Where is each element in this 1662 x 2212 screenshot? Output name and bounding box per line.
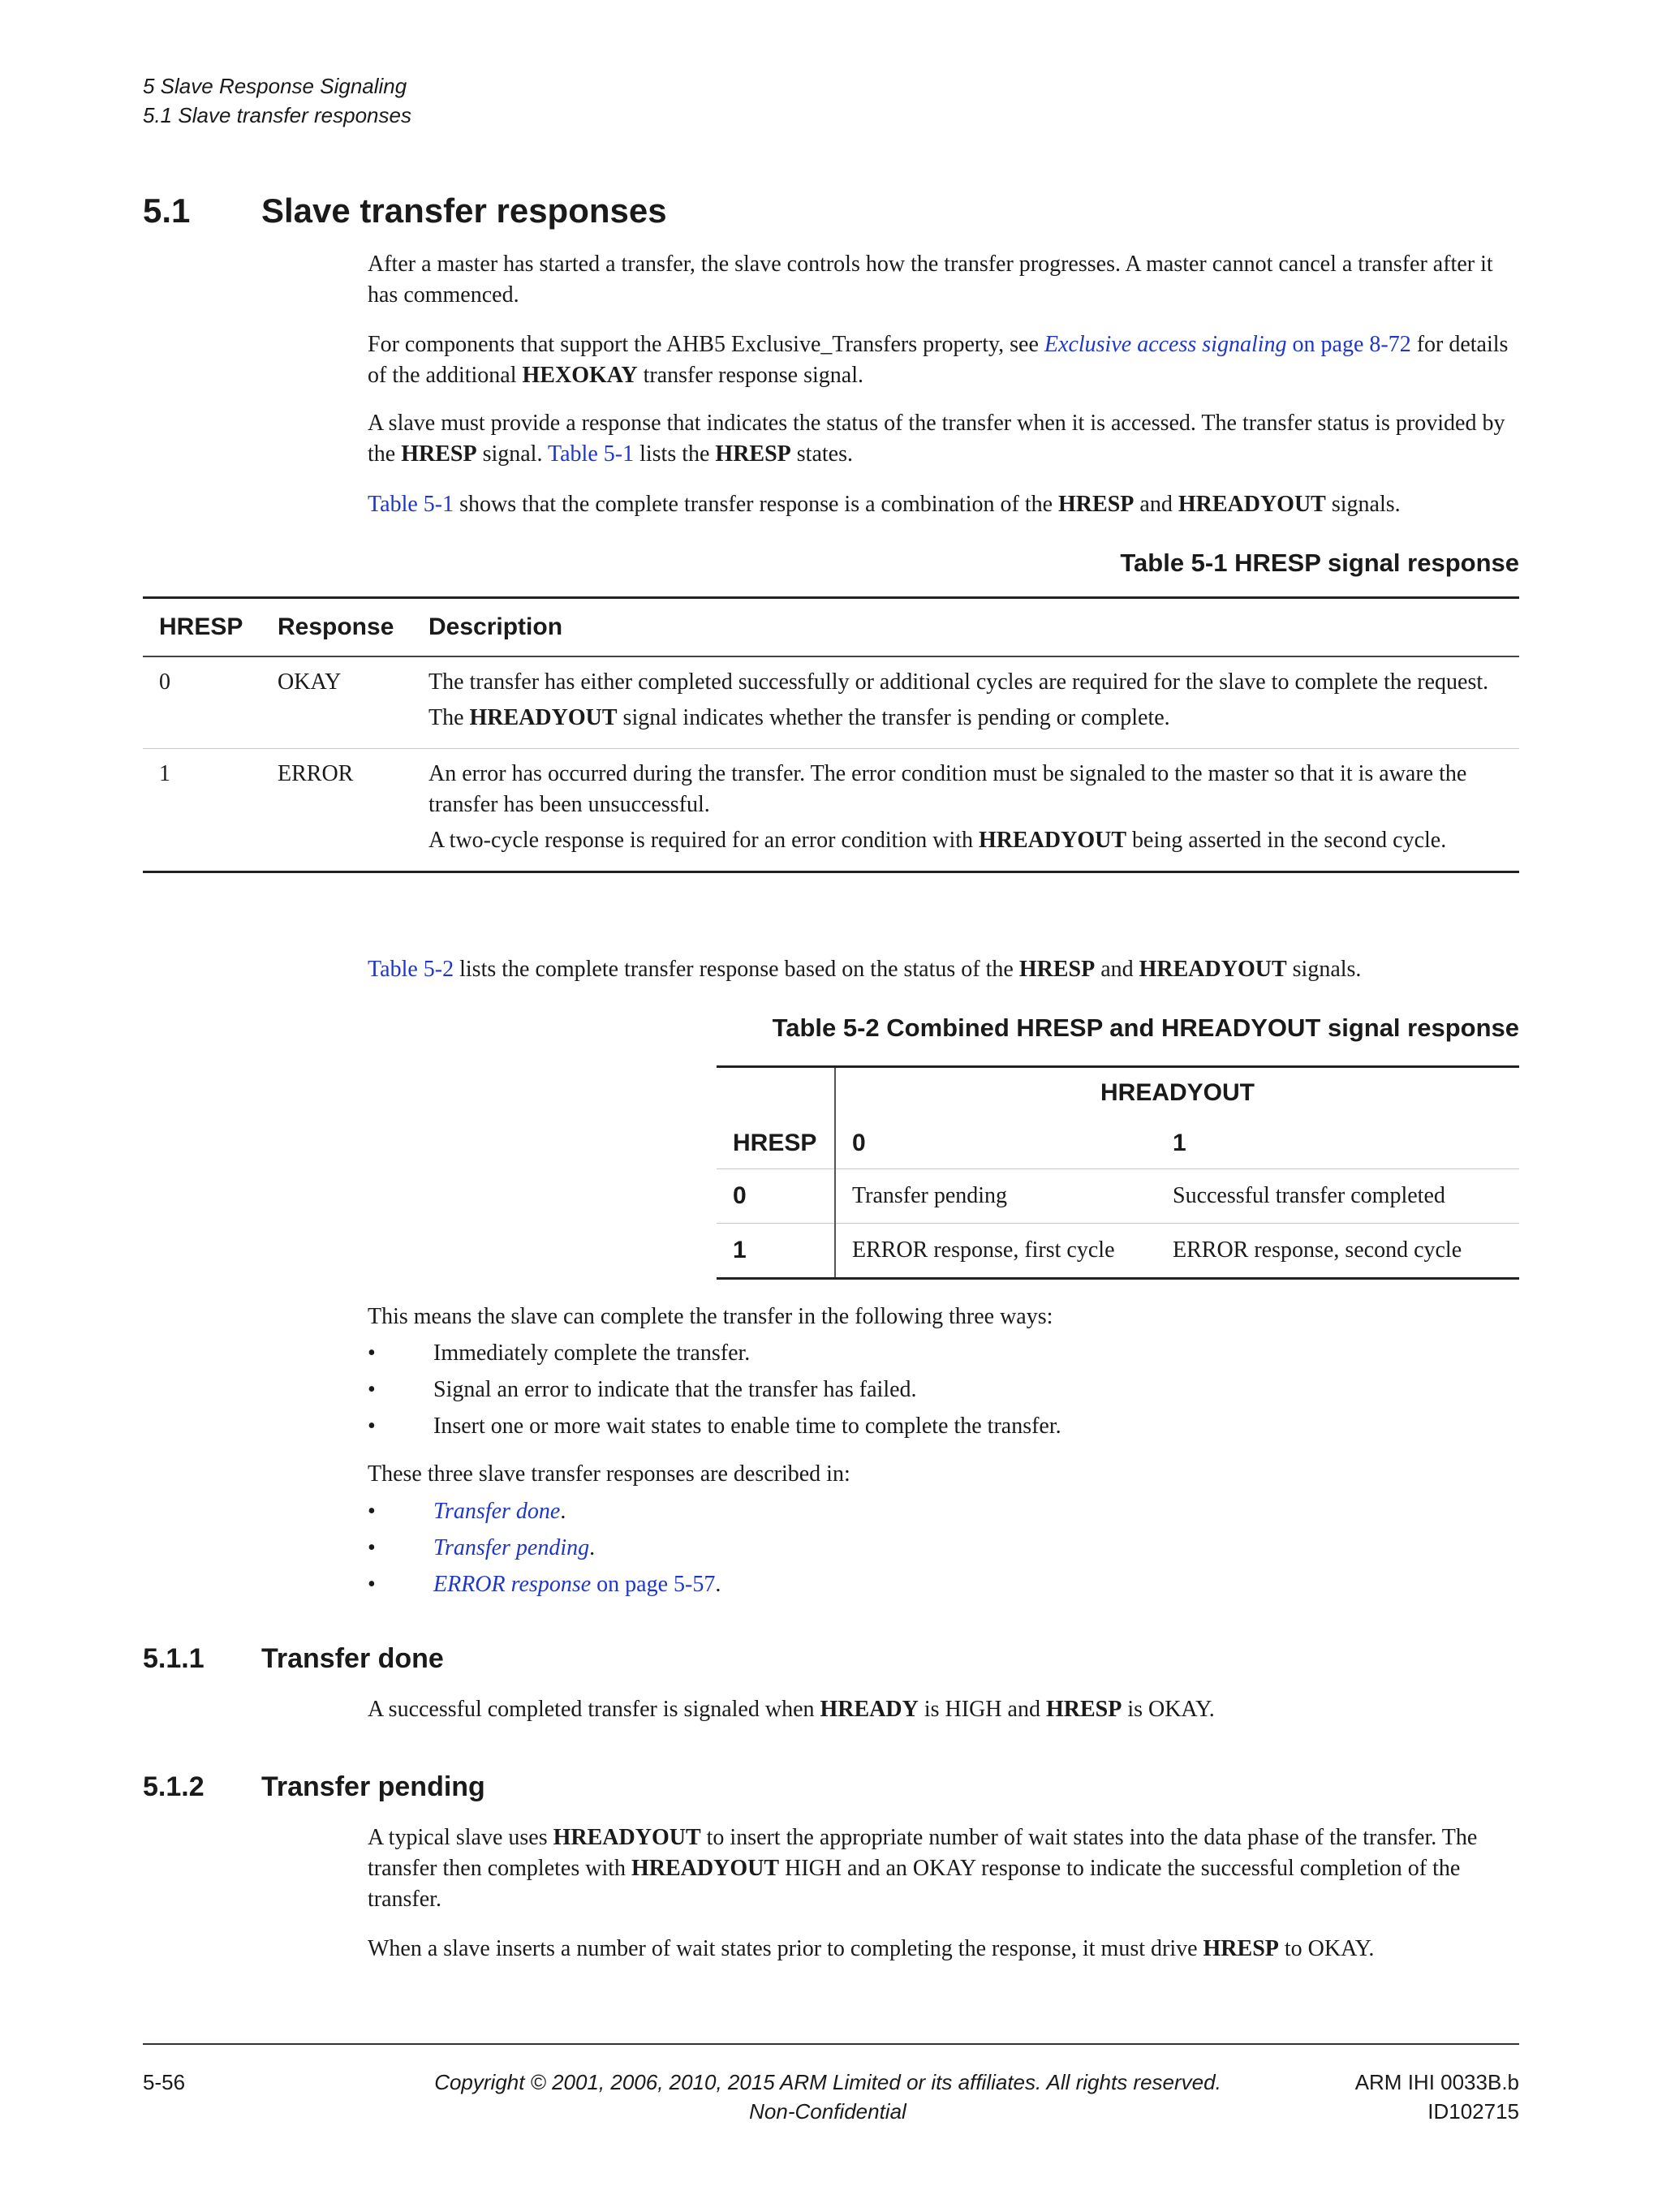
list-references xyxy=(368,1493,1520,1603)
text-run: and xyxy=(1134,492,1178,517)
paragraph-combination xyxy=(368,489,1520,520)
confidentiality-text: Non-Confidential xyxy=(749,2099,906,2124)
link-table-5-1[interactable]: Table 5-1 xyxy=(368,492,454,517)
text-run: For components that support the AHB5 Exclusive_Transfers property, see xyxy=(368,332,1044,357)
text-run: signal. xyxy=(476,441,548,467)
table2-row-label: 0 xyxy=(717,1169,835,1224)
subsection-heading xyxy=(143,1639,444,1678)
table1-cell-hresp: 0 xyxy=(143,656,261,749)
text-run: A slave must provide a response that indicates the status of the transfer when it is accessed. The transfer status is provided by the xyxy=(368,411,1505,467)
table2-cell: ERROR response, first cycle xyxy=(835,1224,1156,1279)
text-run: . xyxy=(715,1572,721,1597)
list-item xyxy=(368,1493,1520,1530)
subsection-heading xyxy=(143,1767,485,1806)
signal-name: HRESP xyxy=(1058,492,1135,517)
document-number: ARM IHI 0033B.b xyxy=(1354,2070,1519,2094)
text-run: A successful completed transfer is signaled when xyxy=(368,1697,820,1722)
text-run: shows that the complete transfer response is a combination of the xyxy=(454,492,1059,517)
paragraph-described-in: These three slave transfer responses are described in: xyxy=(368,1461,850,1487)
text-run: lists the xyxy=(634,441,716,467)
footer-copyright xyxy=(381,2068,1274,2126)
signal-name: HRESP xyxy=(1045,1697,1122,1722)
footer-doc-id xyxy=(1355,2068,1519,2126)
paragraph-transfer-done xyxy=(368,1694,1520,1725)
table2-col-1: 1 xyxy=(1156,1118,1519,1169)
signal-name: HREADY xyxy=(820,1697,919,1722)
paragraph-transfer-pending xyxy=(368,1823,1520,1915)
text-run: A typical slave uses xyxy=(368,1825,553,1850)
table1-header-description: Description xyxy=(412,598,1519,657)
running-head-section: 5.1 Slave transfer responses xyxy=(143,103,411,127)
link-page-5-57[interactable]: on page 5-57 xyxy=(591,1572,716,1597)
text-run: signal indicates whether the transfer is pending or complete. xyxy=(617,705,1170,730)
list-ways xyxy=(368,1335,1520,1444)
table-combined-response xyxy=(717,1065,1519,1280)
list-item: • Immediately complete the transfer. xyxy=(368,1335,1520,1371)
list-item xyxy=(368,1566,1520,1603)
table2-caption: Table 5-2 Combined HRESP and HREADYOUT signal response xyxy=(772,1013,1519,1042)
table1-cell-description xyxy=(412,656,1519,749)
paragraph-three-ways: This means the slave can complete the transfer in the following three ways: xyxy=(368,1304,1053,1329)
signal-name: HRESP xyxy=(715,441,791,467)
table1-cell-hresp: 1 xyxy=(143,749,261,872)
text-run: is HIGH and xyxy=(918,1697,1046,1722)
section-title: Slave transfer responses xyxy=(261,192,667,230)
list-item: • Signal an error to indicate that the transfer has failed. xyxy=(368,1371,1520,1408)
signal-name: HRESP xyxy=(1018,957,1096,982)
text-run: signals. xyxy=(1325,492,1401,517)
table1-header-response: Response xyxy=(261,598,412,657)
table2-row-header: HRESP xyxy=(717,1118,835,1169)
text-run: states. xyxy=(790,441,853,467)
signal-name: HEXOKAY xyxy=(522,363,638,388)
text-run: being asserted in the second cycle. xyxy=(1126,828,1447,853)
link-error-response[interactable]: ERROR response xyxy=(433,1572,592,1597)
text-run: When a slave inserts a number of wait states prior to completing the response, it must drive xyxy=(368,1936,1203,1961)
link-transfer-pending[interactable]: Transfer pending xyxy=(433,1535,590,1560)
text-run: . xyxy=(560,1499,566,1524)
table-row xyxy=(143,749,1519,872)
link-table-5-1[interactable]: Table 5-1 xyxy=(547,441,635,467)
subsection-number: 5.1.2 xyxy=(143,1771,205,1802)
link-page-8-72[interactable]: on page 8-72 xyxy=(1286,332,1411,357)
link-table-5-2[interactable]: Table 5-2 xyxy=(368,957,454,982)
table2-corner xyxy=(717,1067,835,1119)
table2-group-header: HREADYOUT xyxy=(835,1067,1519,1119)
section-heading xyxy=(143,187,667,235)
footer-page-number: 5-56 xyxy=(143,2070,186,2094)
signal-name: HREADYOUT xyxy=(979,828,1127,853)
running-head xyxy=(143,71,411,130)
link-exclusive-access-signaling[interactable]: Exclusive access signaling xyxy=(1044,332,1287,357)
text-run: to insert the appropriate number of wait states into the data phase of the transfer. The transfer then completes with xyxy=(368,1825,1478,1881)
table1-cell-response: OKAY xyxy=(261,656,412,749)
table-row xyxy=(717,1169,1519,1224)
text-run: for details of the additional xyxy=(368,332,1509,388)
description-line: An error has occurred during the transfer. The error condition must be signaled to the master so that it is aware the transfer has been unsuccessful. xyxy=(428,761,1467,817)
paragraph-table-5-2-intro xyxy=(368,954,1520,985)
text-run: A two-cycle response is required for an error condition with xyxy=(428,828,980,853)
paragraph-wait-states xyxy=(368,1934,1520,1965)
table2-cell: Successful transfer completed xyxy=(1156,1169,1519,1224)
table1-cell-description xyxy=(412,749,1519,872)
footer-divider xyxy=(143,2043,1519,2045)
signal-name: HREADYOUT xyxy=(1178,492,1326,517)
copyright-text: Copyright © 2001, 2006, 2010, 2015 ARM Limited or its affiliates. All rights reserved. xyxy=(434,2070,1221,2094)
table1-header-hresp: HRESP xyxy=(143,598,261,657)
subsection-number: 5.1.1 xyxy=(143,1643,205,1674)
text-run: lists the complete transfer response based on the status of the xyxy=(454,957,1019,982)
table2-col-0: 0 xyxy=(835,1118,1156,1169)
table2-cell: ERROR response, second cycle xyxy=(1156,1224,1519,1279)
signal-name: HRESP xyxy=(401,441,477,467)
signal-name: HREADYOUT xyxy=(1139,957,1287,982)
table-row xyxy=(717,1224,1519,1279)
text-run: . xyxy=(589,1535,596,1560)
signal-name: HREADYOUT xyxy=(553,1825,701,1850)
text-run: HIGH and an OKAY response to indicate the successful completion of the transfer. xyxy=(368,1856,1461,1912)
description-line xyxy=(428,825,1503,856)
paragraph-intro: After a master has started a transfer, the slave controls how the transfer progresses. A master cannot cancel a transfer after it has commenced. xyxy=(368,252,1493,308)
signal-name: HRESP xyxy=(1203,1936,1279,1961)
document-id: ID102715 xyxy=(1427,2099,1519,2124)
paragraph-exclusive xyxy=(368,329,1520,391)
subsection-title: Transfer done xyxy=(261,1643,444,1674)
signal-name: HREADYOUT xyxy=(631,1856,780,1881)
signal-name: HREADYOUT xyxy=(469,705,618,730)
text-run: is OKAY. xyxy=(1122,1697,1215,1722)
paragraph-hresp-status xyxy=(368,408,1520,470)
description-line: The transfer has either completed successfully or additional cycles are required for the slave to complete the request. xyxy=(428,669,1489,695)
description-line xyxy=(428,703,1503,734)
text-run: The xyxy=(428,705,470,730)
list-item xyxy=(368,1530,1520,1566)
table1-caption: Table 5-1 HRESP signal response xyxy=(1120,549,1519,577)
table-row xyxy=(143,656,1519,749)
subsection-title: Transfer pending xyxy=(261,1771,485,1802)
list-item: • Insert one or more wait states to enable time to complete the transfer. xyxy=(368,1408,1520,1444)
table1-cell-response: ERROR xyxy=(261,749,412,872)
text-run: signals. xyxy=(1286,957,1362,982)
section-number: 5.1 xyxy=(143,192,191,230)
text-run: transfer response signal. xyxy=(637,363,863,388)
text-run: and xyxy=(1095,957,1139,982)
table2-row-label: 1 xyxy=(717,1224,835,1279)
table-hresp-signal-response xyxy=(143,596,1519,873)
running-head-chapter: 5 Slave Response Signaling xyxy=(143,74,407,98)
link-transfer-done[interactable]: Transfer done xyxy=(433,1499,561,1524)
text-run: to OKAY. xyxy=(1278,1936,1375,1961)
table2-cell: Transfer pending xyxy=(835,1169,1156,1224)
